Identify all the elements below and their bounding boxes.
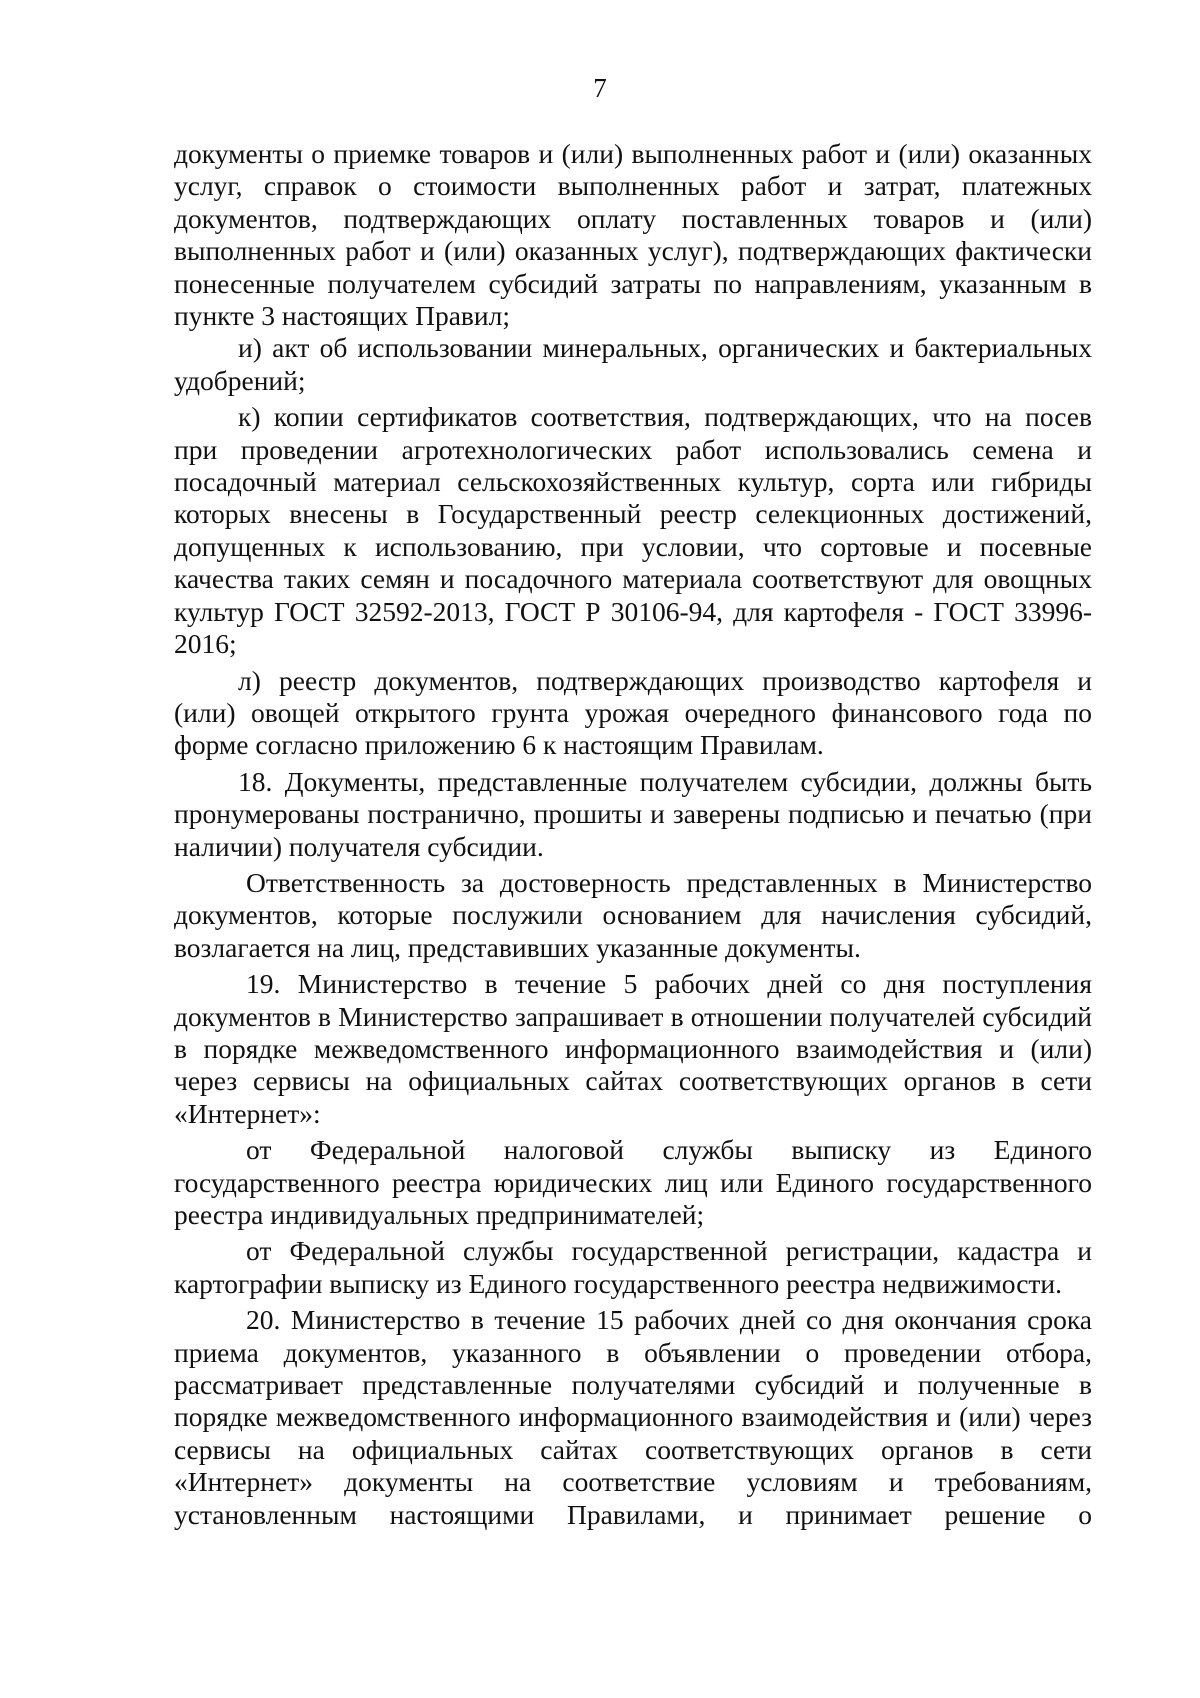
document-body <box>174 138 1092 1531</box>
paragraph-rosreestr: от Федеральной службы государственной регистрации, кадастра и картографии выписку из Единого государственного реестра недвижимости. <box>174 1235 1092 1299</box>
page-number: 7 <box>593 73 607 103</box>
paragraph-18: 18. Документы, представленные получателем субсидии, должны быть пронумерованы постранично, прошиты и заверены подписью и печатью (при наличии) получателя субсидии. <box>174 765 1092 862</box>
paragraph-item-i: и) акт об использовании минеральных, органических и бактериальных удобрений; <box>174 332 1092 396</box>
paragraph-item-l: л) реестр документов, подтверждающих производство картофеля и (или) овощей открытого грунта урожая очередного финансового года по форме согласно приложению 6 к настоящим Правилам. <box>174 664 1092 761</box>
paragraph-20: 20. Министерство в течение 15 рабочих дней со дня окончания срока приема документов, указанного в объявлении о проведении отбора, рассматривает представленные получателями субсидий и полученные в порядке межведомственного информационного взаимодействия и (или) через сервисы на официальных сайтах соответствующих органов в сети «Интернет» документы на соответствие условиям и требованиям, установленным настоящими Правилами, и принимает решение о <box>174 1304 1092 1530</box>
paragraph-item-k: к) копии сертификатов соответствия, подтверждающих, что на посев при проведении агротехнологических работ использовались семена и посадочный материал сельскохозяйственных культур, сорта или гибриды которых внесены в Государственный реестр селекционных достижений, допущенных к использованию, при условии, что сортовые и посевные качества таких семян и посадочного материала соответствуют для овощных культур ГОСТ 32592-2013, ГОСТ Р 30106-94, для картофеля - ГОСТ 33996-2016; <box>174 401 1092 660</box>
paragraph-documents-list: документы о приемке товаров и (или) выполненных работ и (или) оказанных услуг, справок о стоимости выполненных работ и затрат, платежных документов, подтверждающих оплату поставленных товаров и (или) выполненных работ и (или) оказанных услуг), подтверждающих фактически понесенные получателем субсидий затраты по направлениям, указанным в пункте 3 настоящих Правил; <box>174 138 1092 332</box>
paragraph-responsibility: Ответственность за достоверность представленных в Министерство документов, которые послужили основанием для начисления субсидий, возлагается на лиц, представивших указанные документы. <box>174 866 1092 963</box>
paragraph-19: 19. Министерство в течение 5 рабочих дней со дня поступления документов в Министерство запрашивает в отношении получателей субсидий в порядке межведомственного информационного взаимодействия и (или) через сервисы на официальных сайтах соответствующих органов в сети «Интернет»: <box>174 968 1092 1129</box>
paragraph-fns: от Федеральной налоговой службы выписку из Единого государственного реестра юридических лиц или Единого государственного реестра индивидуальных предпринимателей; <box>174 1134 1092 1230</box>
